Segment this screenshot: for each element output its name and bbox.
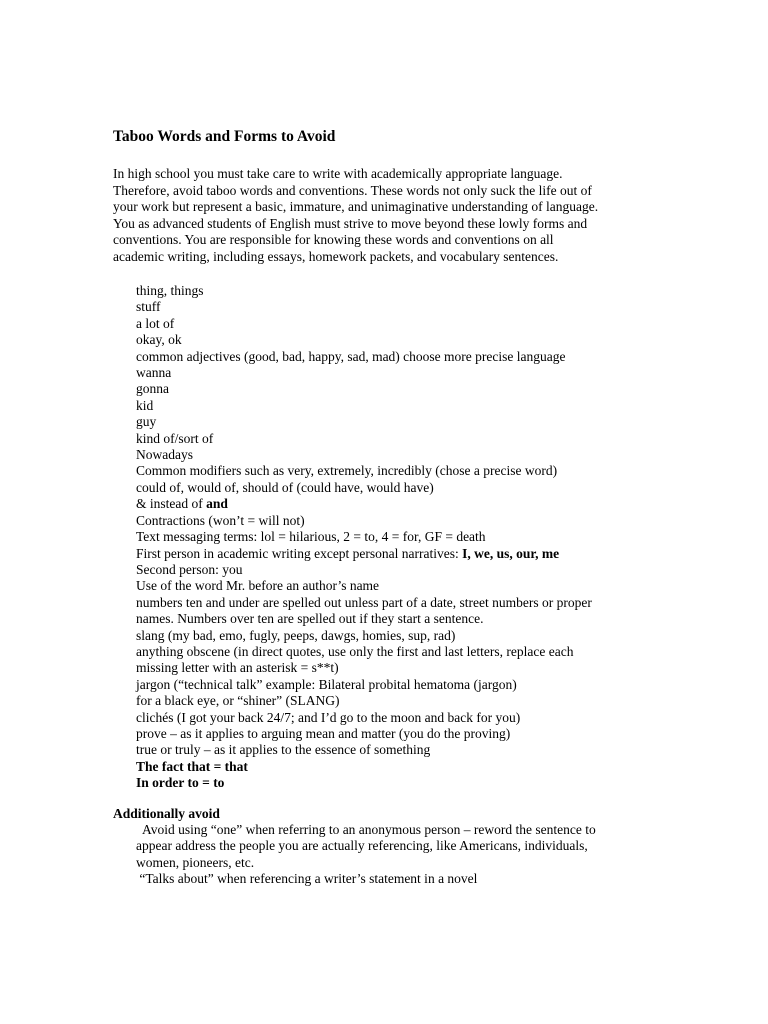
list-item: gonna (136, 381, 169, 397)
taboo-word-list (136, 283, 592, 792)
list-item-line: appear address the people you are actually referencing, like Americans, individuals, (136, 838, 588, 854)
list-item (113, 871, 596, 887)
list-item: prove – as it applies to arguing mean and matter (you do the proving) (136, 725, 511, 741)
list-item: could of, would of, should of (could have, would have) (136, 479, 434, 495)
list-item: okay, ok (136, 332, 182, 348)
list-item-text: & instead of (136, 496, 207, 512)
additional-heading: Additionally avoid (113, 806, 220, 821)
intro-line: academic writing, including essays, homework packets, and vocabulary sentences. (113, 248, 559, 264)
list-item: Contractions (won’t = will not) (136, 512, 305, 528)
intro-line: Therefore, avoid taboo words and conventions. These words not only suck the life out of (113, 182, 592, 198)
list-item: jargon (“technical talk” example: Bilateral probital hematoma (jargon) (136, 676, 517, 692)
list-item: numbers ten and under are spelled out unless part of a date, street numbers or proper (136, 594, 592, 610)
list-item: for a black eye, or “shiner” (SLANG) (136, 693, 340, 709)
list-item: wanna (136, 365, 172, 381)
list-item (136, 496, 592, 512)
list-item: The fact that = that (136, 758, 248, 774)
list-item: names. Numbers over ten are spelled out if they start a sentence. (136, 611, 484, 627)
list-item: In order to = to (136, 775, 225, 791)
list-item-line: “Talks about” when referencing a writer’s statement in a novel (136, 871, 478, 887)
list-item (136, 546, 592, 562)
list-item (113, 822, 596, 871)
list-item: kid (136, 397, 154, 413)
list-item: anything obscene (in direct quotes, use only the first and last letters, replace each (136, 643, 574, 659)
list-item: thing, things (136, 283, 204, 298)
intro-line: conventions. You are responsible for knowing these words and conventions on all (113, 232, 554, 247)
intro-line: You as advanced students of English must strive to move beyond these lowly forms and (113, 215, 588, 231)
intro-paragraph (113, 166, 653, 265)
list-item-emphasis: I, we, us, our, me (462, 545, 560, 561)
list-item-emphasis: and (206, 496, 228, 512)
list-item: clichés (I got your back 24/7; and I’d go to the moon and back for you) (136, 709, 521, 725)
document-title: Taboo Words and Forms to Avoid (113, 128, 336, 145)
list-item-line: Avoid using “one” when referring to an anonymous person – reword the sentence to (136, 822, 596, 837)
intro-line: In high school you must take care to write with academically appropriate language. (113, 166, 563, 181)
list-item: a lot of (136, 315, 175, 331)
list-item: Nowadays (136, 447, 193, 463)
list-item: Second person: you (136, 561, 243, 577)
list-item: stuff (136, 299, 161, 315)
list-item: Use of the word Mr. before an author’s name (136, 578, 380, 594)
list-item: true or truly – as it applies to the essence of something (136, 742, 431, 758)
list-item: missing letter with an asterisk = s**t) (136, 660, 339, 676)
list-item: slang (my bad, emo, fugly, peeps, dawgs, homies, sup, rad) (136, 627, 456, 643)
list-item: kind of/sort of (136, 430, 214, 446)
intro-line: your work but represent a basic, immature, and unimaginative understanding of language. (113, 199, 599, 214)
list-item-text: First person in academic writing except personal narratives: (136, 545, 463, 561)
list-item-line: women, pioneers, etc. (136, 854, 255, 870)
additional-list (113, 822, 596, 888)
list-item: Common modifiers such as very, extremely, incredibly (chose a precise word) (136, 463, 558, 479)
list-item: Text messaging terms: lol = hilarious, 2 = to, 4 = for, GF = death (136, 529, 486, 545)
list-item: guy (136, 414, 157, 430)
list-item: common adjectives (good, bad, happy, sad, mad) choose more precise language (136, 348, 566, 364)
